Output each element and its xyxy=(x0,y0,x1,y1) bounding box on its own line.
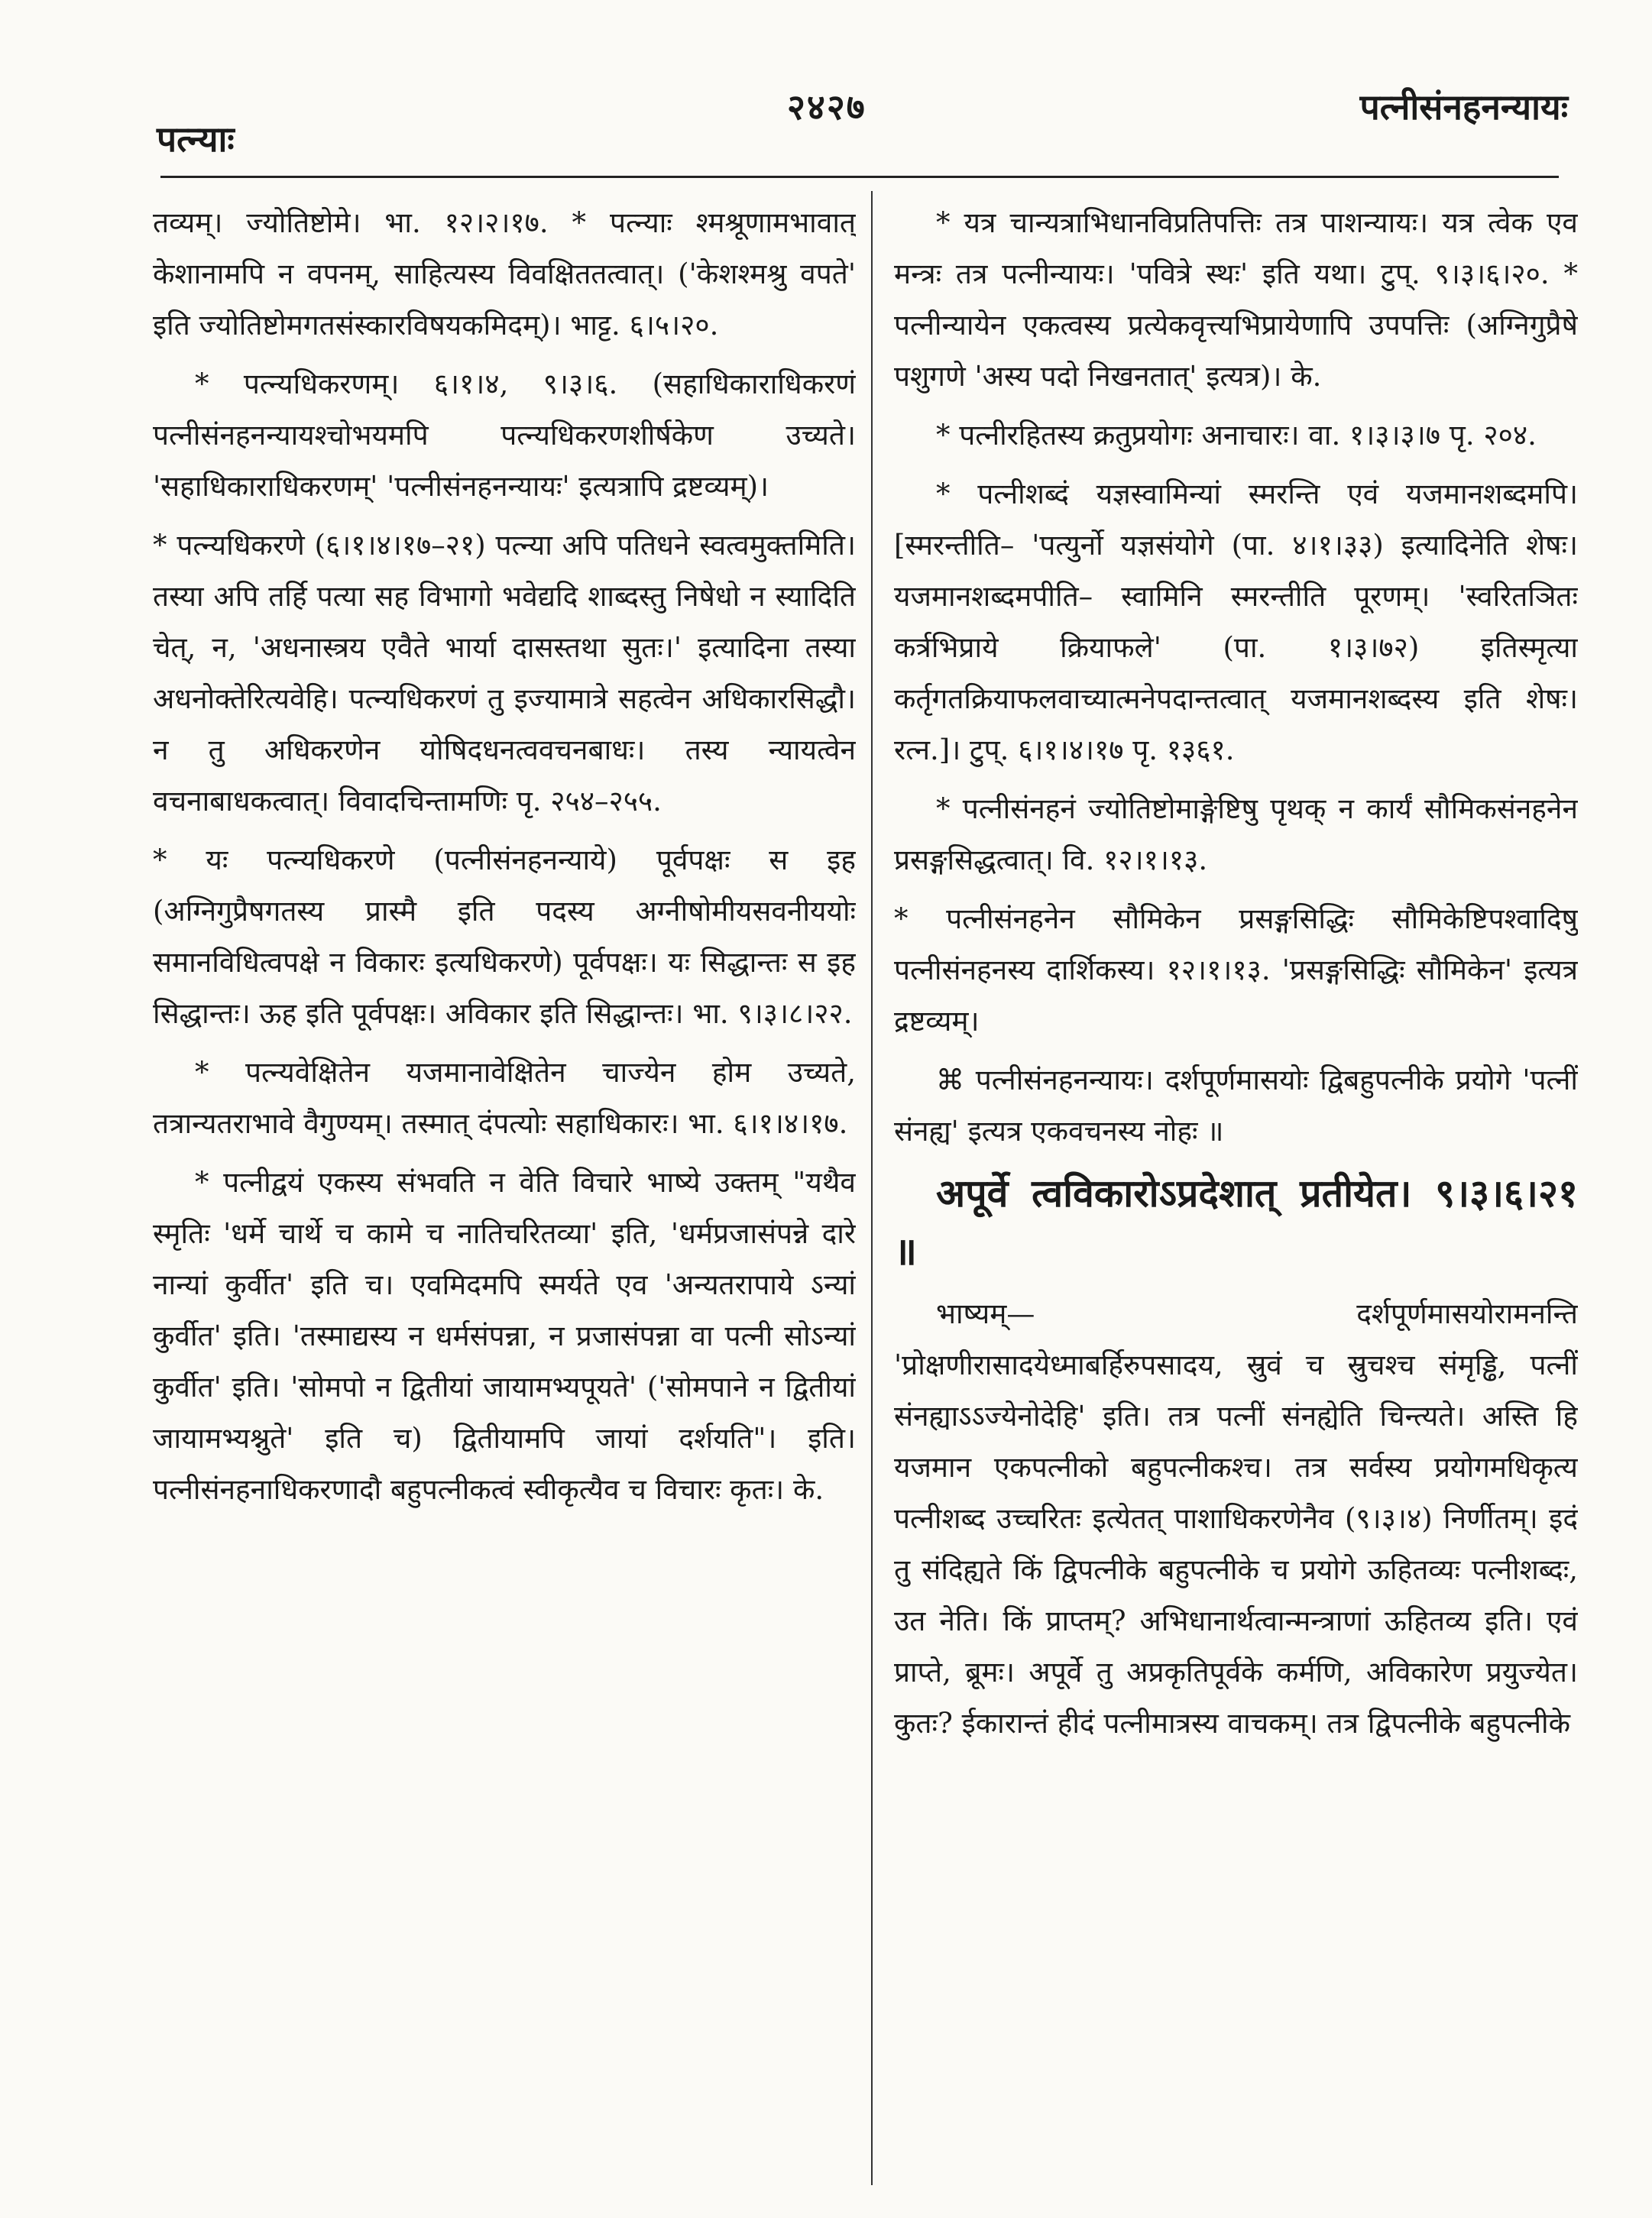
right-column xyxy=(894,197,1578,2187)
left-column xyxy=(153,197,856,2187)
header-left-keyword: पत्न्याः xyxy=(157,118,235,160)
left-entry-5: * पत्न्यवेक्षितेन यजमानावेक्षितेन चाज्येन होम उच्यते, तत्रान्यतराभावे वैगुण्यम्। तस्मात् दंपत्योः सहाधिकारः। भा. ६।१।४।१७. xyxy=(153,1056,856,1140)
right-entry-1: * यत्र चान्यत्राभिधानविप्रतिपत्तिः तत्र पाशन्यायः। यत्र त्वेक एव मन्त्रः तत्र पत्नीन्यायः। 'पवित्रे स्थः' इति यथा। टुप्. ९।३।६।२०. * पत्नीन्यायेन एकत्वस्य प्रत्येकवृत्त्यभिप्रायेणापि उपपत्तिः (अग्निगुप्रैषे पशुगणे 'अस्य पदो निखनतात्' इत्यत्र)। के. xyxy=(894,206,1578,393)
left-entry-6: * पत्नीद्वयं एकस्य संभवति न वेति विचारे भाष्ये उक्तम् "यथैव स्मृतिः 'धर्मे चार्थे च कामे च नातिचरितव्या' इति, 'धर्मप्रजासंपन्ने दारे नान्यां कुर्वीत' इति च। एवमिदमपि स्मर्यते एव 'अन्यतरापाये ऽन्यां कुर्वीत' इति। 'तस्माद्यस्य न धर्मसंपन्ना, न प्रजासंपन्ना वा पत्नी सोऽन्यां कुर्वीत' इति। 'सोमपो न द्वितीयां जायामभ्यपूयते' ('सोमपाने न द्वितीयां जायामभ्यश्नुते' इति च) द्वितीयामपि जायां दर्शयति"। इति। पत्नीसंनहनाधिकरणादौ बहुपत्नीकत्वं स्वीकृत्यैव च विचारः कृतः। के. xyxy=(153,1166,856,1506)
page-number: २४२७ xyxy=(787,86,866,128)
header-rule xyxy=(160,176,1559,178)
column-divider xyxy=(871,191,873,2185)
sutra-heading: अपूर्वे त्वविकारोऽप्रदेशात् प्रतीयेत। ९।३।६।२१ ॥ xyxy=(894,1171,1578,1274)
left-entry-2: * पत्न्यधिकरणम्। ६।१।४, ९।३।६. (सहाधिकाराधिकरणं पत्नीसंनहनन्यायश्चोभयमपि पत्न्यधिकरणशीर्षकेण उच्यते। 'सहाधिकाराधिकरणम्' 'पत्नीसंनहनन्यायः' इत्यत्रापि द्रष्टव्यम्)। xyxy=(153,368,856,503)
left-entry-3: * पत्न्यधिकरणे (६।१।४।१७–२१) पत्न्या अपि पतिधने स्वत्वमुक्तमिति। तस्या अपि तर्हि पत्या सह विभागो भवेद्यदि शाब्दस्तु निषेधो न स्यादिति चेत्, न, 'अधनास्त्रय एवैते भार्या दासस्तथा सुतः।' इत्यादिना तस्या अधनोक्तेरित्यवेहि। पत्न्यधिकरणं तु इज्यामात्रे सहत्वेन अधिकारसिद्धौ। न तु अधिकरणेन योषिदधनत्ववचनबाधः। तस्य न्यायत्वेन वचनाबाधकत्वात्। विवादचिन्तामणिः पृ. २५४–२५५. xyxy=(153,529,856,818)
left-entry-4: * यः पत्न्यधिकरणे (पत्नीसंनहनन्याये) पूर्वपक्षः स इह (अग्निगुप्रैषगतस्य प्रास्मै इति पदस्य अग्नीषोमीयसवनीययोः समानविधित्वपक्षे न विकारः इत्यधिकरणे) पूर्वपक्षः। यः सिद्धान्तः स इह सिद्धान्तः। ऊह इति पूर्वपक्षः। अविकार इति सिद्धान्तः। भा. ९।३।८।२२. xyxy=(153,843,856,1030)
right-entry-5: * पत्नीसंनहनेन सौमिकेन प्रसङ्गसिद्धिः सौमिकेष्टिपश्वादिषु पत्नीसंनहनस्य दार्शिकस्य। १२।१।१३. 'प्रसङ्गसिद्धिः सौमिकेन' इत्यत्र द्रष्टव्यम्। xyxy=(894,902,1578,1038)
right-entry-2: * पत्नीरहितस्य क्रतुप्रयोगः अनाचारः। वा. १।३।३।७ पृ. २०४. xyxy=(936,419,1537,452)
header-right-keyword: पत्नीसंनहनन्यायः xyxy=(1359,86,1568,128)
right-entry-4: * पत्नीसंनहनं ज्योतिष्टोमाङ्गेष्टिषु पृथक् न कार्यं सौमिकसंनहनेन प्रसङ्गसिद्धत्वात्। वि. १२।१।१३. xyxy=(894,792,1578,876)
left-entry-1: तव्यम्। ज्योतिष्टोमे। भा. १२।२।१७. * पत्न्याः श्मश्रूणामभावात् केशानामपि न वपनम्, साहित्यस्य विवक्षिततत्वात्। ('केशश्मश्रु वपते' इति ज्योतिष्टोमगतसंस्कारविषयकमिदम्)। भाट्ट. ६।५।२०. xyxy=(153,206,856,342)
page-header xyxy=(0,60,1652,167)
right-entry-3: * पत्नीशब्दं यज्ञस्वामिन्यां स्मरन्ति एवं यजमानशब्दमपि। [स्मरन्तीति– 'पत्युर्नो यज्ञसंयोगे (पा. ४।१।३३) इत्यादिनेति शेषः। यजमानशब्दमपीति– स्वामिनि स्मरन्तीति पूरणम्। 'स्वरितञितः कर्त्रभिप्राये क्रियाफले' (पा. १।३।७२) इतिस्मृत्या कर्तृगतक्रियाफलवाच्यात्मनेपदान्तत्वात् यजमानशब्दस्य इति शेषः। रत्न.]। टुप्. ६।१।४।१७ पृ. १३६१. xyxy=(894,478,1578,766)
bhashya-text: भाष्यम्— दर्शपूर्णमासयोरामनन्ति 'प्रोक्षणीरासादयेध्माबर्हिरुपसादय, स्रुवं च स्रुचश्च संमृड्ढि, पत्नीं संनह्याऽऽज्येनोदेहि' इति। तत्र पत्नीं संनह्येति चिन्त्यते। अस्ति हि यजमान एकपत्नीको बहुपत्नीकश्च। तत्र सर्वस्य प्रयोगमधिकृत्य पत्नीशब्द उच्चरितः इत्येतत् पाशाधिकरणेनैव (९।३।४) निर्णीतम्। इदं तु संदिह्यते किं द्विपत्नीके बहुपत्नीके च प्रयोगे ऊहितव्यः पत्नीशब्दः, उत नेति। किं प्राप्तम्? अभिधानार्थत्वान्मन्त्राणां ऊहितव्य इति। एवं प्राप्ते, ब्रूमः। अपूर्वे तु अप्रकृतिपूर्वके कर्मणि, अविकारेण प्रयुज्येत। कुतः? ईकारान्तं हीदं पत्नीमात्रस्य वाचकम्। तत्र द्विपत्नीके बहुपत्नीके xyxy=(894,1297,1578,1740)
right-entry-6: ⌘ पत्नीसंनहनन्यायः। दर्शपूर्णमासयोः द्विबहुपत्नीके प्रयोगे 'पत्नीं संनह्य' इत्यत्र एकवचनस्य नोहः ॥ xyxy=(894,1064,1578,1148)
